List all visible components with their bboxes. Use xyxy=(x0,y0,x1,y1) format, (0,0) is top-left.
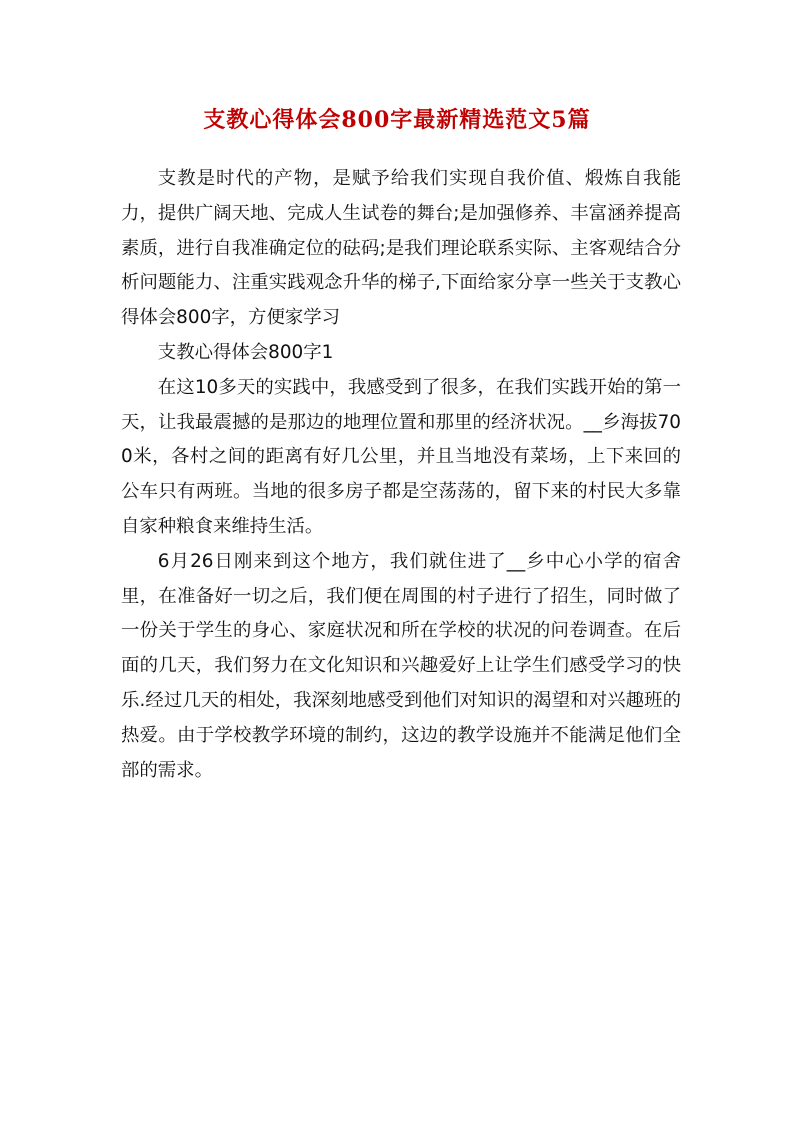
intro-paragraph: 支教是时代的产物，是赋予给我们实现自我价值、煅炼自我能力，提供广阔天地、完成人生试卷的舞台;是加强修养、丰富涵养提高素质，进行自我准确定位的砝码;是我们理论联系实际、主客观结合分析问题能力、注重实践观念升华的梯子,下面给家分享一些关于支教心得体会800字，方便家学习 xyxy=(121,168,681,329)
document-title: 支教心得体会800字最新精选范文5篇 xyxy=(203,107,591,133)
body-paragraph: 6月26日刚来到这个地方，我们就住进了__乡中心小学的宿舍里，在准备好一切之后，我们便在周围的村子进行了招生，同时做了一份关于学生的身心、家庭状况和所在学校的状况的问卷调查。在后面的几天，我们努力在文化知识和兴趣爱好上让学生们感受学习的快乐.经过几天的相处，我深刻地感受到他们对知识的渴望和对兴趣班的热爱。由于学校教学环境的制约，这边的教学设施并不能满足他们全部的需求。 xyxy=(121,550,681,781)
document-body xyxy=(121,162,681,788)
body-paragraph: 在这10多天的实践中，我感受到了很多，在我们实践开始的第一天，让我最震撼的是那边的地理位置和那里的经济状况。__乡海拔700米，各村之间的距离有好几公里，并且当地没有菜场，上下来回的公车只有两班。当地的很多房子都是空荡荡的，留下来的村民大多靠自家种粮食来维持生活。 xyxy=(121,376,681,537)
section-heading: 支教心得体会800字1 xyxy=(157,341,334,363)
